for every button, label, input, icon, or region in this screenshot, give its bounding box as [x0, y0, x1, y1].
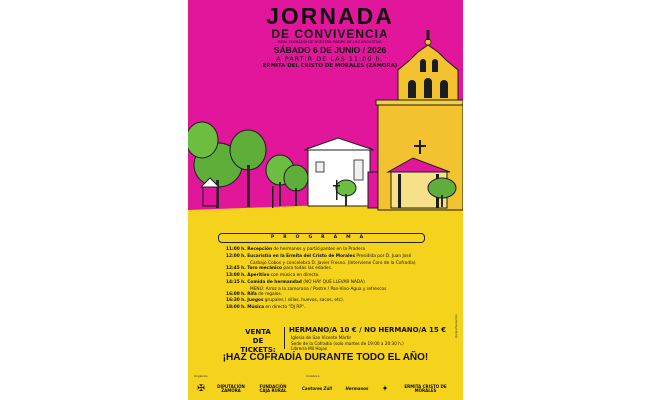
program-item	[226, 305, 431, 312]
sponsor-logo: Cantores Zúll	[301, 385, 333, 391]
organizer-text: REAL COFRADÍA DE NUESTRA MADRE DE LAS ANGUSTIAS	[278, 40, 382, 44]
program-item-text: en directo "DJ RP".	[264, 305, 306, 311]
program-item-time: 16:30 h.	[226, 298, 246, 304]
sponsor-logo: Hermanos	[345, 385, 369, 391]
ticket-prices: HERMANO/A 10 € / NO HERMANO/A 15 €	[289, 326, 447, 334]
ticket-place: Sede de la Cofradía (solo martes de 19:00 a 20:30 h.)	[291, 340, 404, 346]
tickets-label	[238, 328, 278, 355]
sponsor-logo: ✦	[381, 383, 389, 393]
program-item-time: 12:00 h.	[226, 253, 246, 259]
ticket-places	[291, 335, 404, 352]
event-time: A PARTIR DE LAS 11:00 h.	[276, 55, 384, 63]
program-item-time: 11:00 h.	[226, 247, 246, 252]
tickets-divider	[284, 327, 285, 349]
program-item	[226, 266, 431, 273]
event-date: SÁBADO 6 DE JUNIO / 2026	[273, 45, 387, 55]
side-handle: @angustiaszamora	[455, 314, 458, 338]
footer-label-left: Organiza	[194, 374, 208, 378]
program-item-title: Comida de hermandad	[247, 279, 302, 285]
tickets-label-line2: DE TICKETS:	[240, 337, 276, 354]
program-item	[226, 280, 431, 292]
program-item-time: 14:15 h.	[226, 279, 246, 285]
program-item-text: de hermanos y participantes en la Pradera	[272, 247, 366, 252]
program-item	[226, 273, 431, 280]
footer-label-right: Colabora	[306, 374, 320, 378]
program-item-text: para todas las edades.	[282, 265, 333, 271]
program-item-text: con música en directo.	[269, 272, 320, 278]
program-item-time: 18:00 h.	[226, 305, 246, 311]
program-item-time: 12:45 h.	[226, 265, 246, 271]
title-jornada: JORNADA	[266, 3, 394, 29]
program-item-title: Música	[247, 305, 265, 311]
ticket-place: Iglesia de San Vicente Mártir	[291, 335, 352, 340]
sponsor-logo: ERMITA CRISTO DE MORALES	[404, 383, 447, 393]
sponsor-logo: ✠	[197, 383, 205, 394]
program-item-title: Eucaristía en la Ermita del Cristo de Morales	[247, 253, 355, 259]
program-item-text: Presidida por D. Juan José	[355, 253, 412, 259]
sponsor-logo: DIPUTACIÓN ZAMORA	[217, 383, 245, 393]
event-place: ERMITA DEL CRISTO DE MORALES (ZAMORA)	[262, 63, 398, 69]
program-item-time: 13:00 h.	[226, 272, 246, 278]
program-item-title: Rifa	[247, 291, 257, 297]
poster-title-block	[240, 4, 420, 70]
program-item-title: Recepción	[247, 247, 273, 252]
program-item-title: Juegos	[247, 298, 264, 304]
ticket-place: Librería Mil Hojas	[291, 346, 328, 352]
program-item	[226, 247, 431, 254]
program-item-text: de regalos.	[256, 291, 283, 297]
sponsors-footer	[188, 373, 463, 400]
tickets-label-line1: VENTA	[245, 328, 271, 336]
program-heading: PROGRAMA	[218, 233, 425, 243]
event-poster	[188, 0, 463, 400]
program-item-title: Toro mecánico	[247, 265, 282, 271]
program-item-time: 16:00 h.	[226, 291, 246, 297]
title-convivencia: DE CONVIVENCIA	[271, 27, 389, 41]
slogan: ¡HAZ COFRADÍA DURANTE TODO EL AÑO!	[222, 352, 429, 363]
program-item-detail: Carbajo Cobos y concelebra D. Javier Fresno. (Interviene Coro de la Cofradía)	[250, 260, 416, 266]
poster-illustration	[188, 0, 463, 228]
program-item-text: grupales ( sillas, huevos, sacos, etc).	[263, 298, 345, 304]
sponsor-logo: FUNDACIÓN CAJA RURAL	[259, 383, 287, 393]
program-item-title: Aperitivo	[247, 272, 270, 278]
program-list	[226, 247, 431, 312]
program-section	[188, 228, 463, 400]
program-item-detail: MENÚ: Arroz a la zamorana / Postre / Pan-Vino-Agua y refrescos	[250, 286, 387, 292]
program-item-text: (NO HAY QUE LLEVAR NADA)	[301, 279, 365, 285]
program-item	[226, 254, 431, 266]
